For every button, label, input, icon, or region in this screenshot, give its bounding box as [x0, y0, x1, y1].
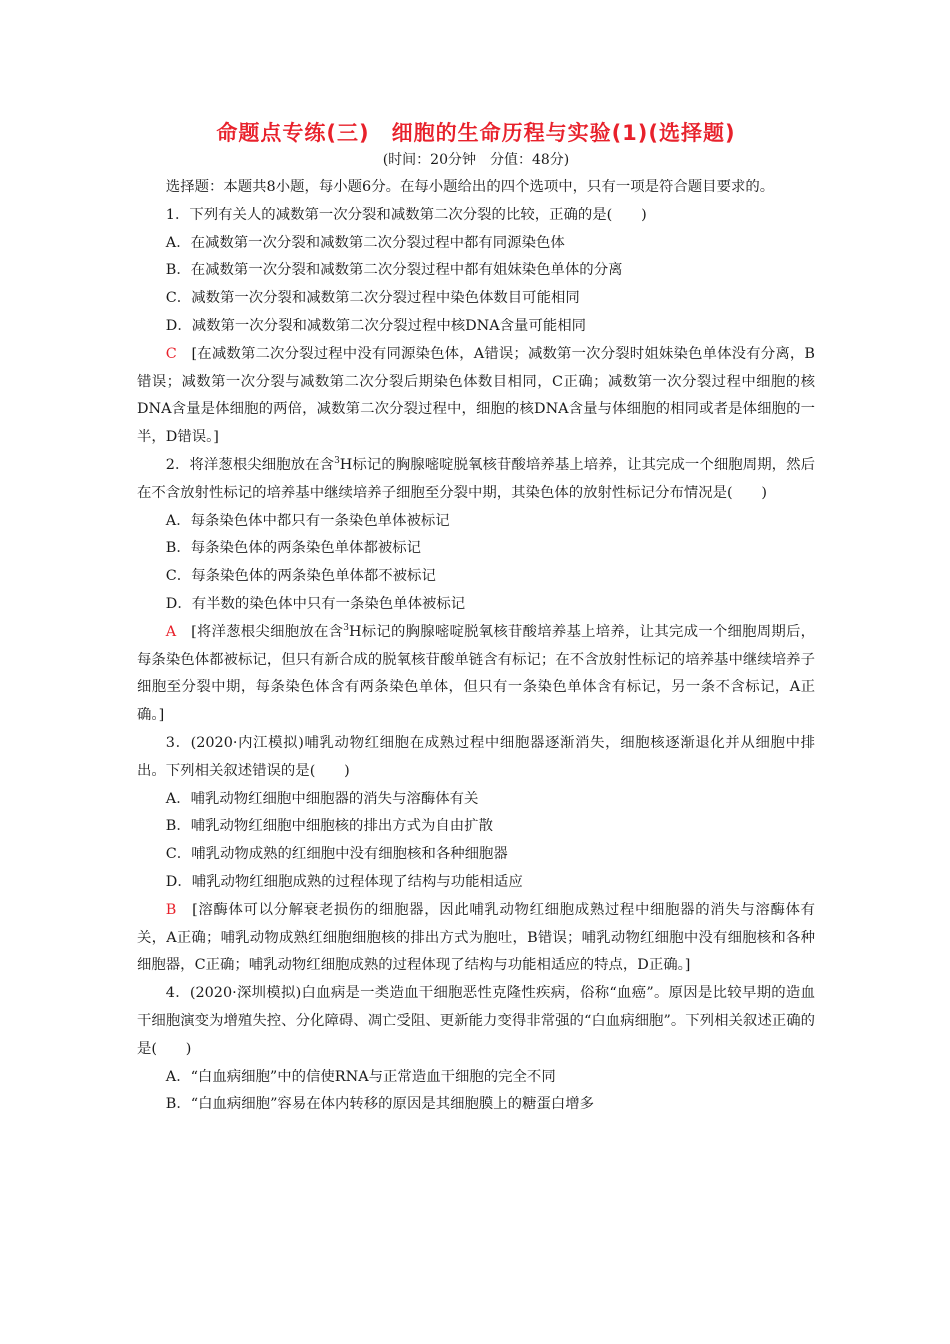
instruction-text: 选择题：本题共8小题，每小题6分。在每小题给出的四个选项中，只有一项是符合题目要求的。 [165, 179, 775, 195]
question-2-stem [137, 452, 815, 508]
question-3-answer: B [165, 901, 177, 918]
question-2-explanation-part-b: H标记的胸腺嘧啶脱氧核苷酸培养基上培养，让其完成一个细胞周期后，每条染色体都被标记，但只有新合成的脱氧核苷酸单链含有标记；在不含放射性标记的培养基中继续培养子细胞至分裂中期，每条染色体含有两条染色单体，但只有一条染色单体含有标记，另一条不含标记，A正确。] [137, 623, 815, 724]
page-subtitle: (时间：20分钟 分值：48分) [382, 152, 570, 168]
page-title: 命题点专练(三) 细胞的生命历程与实验(1)(选择题) [216, 121, 736, 145]
question-1-option-b: B．在减数第一次分裂和减数第二次分裂过程中都有姐妹染色单体的分离 [165, 262, 623, 279]
question-4-option-b: B．“白血病细胞”容易在体内转移的原因是其细胞膜上的糖蛋白增多 [165, 1096, 595, 1113]
question-1-stem: 1．下列有关人的减数第一次分裂和减数第二次分裂的比较，正确的是( ) [165, 206, 647, 223]
document-page [137, 118, 815, 1119]
question-3-option-c: C．哺乳动物成熟的红细胞中没有细胞核和各种细胞器 [165, 846, 508, 863]
question-2-option-d: D．有半数的染色体中只有一条染色单体被标记 [165, 595, 466, 612]
question-1-answer: C [165, 345, 177, 362]
question-3-option-a: A．哺乳动物红细胞中细胞器的消失与溶酶体有关 [165, 790, 479, 807]
question-1-option-a: A．在减数第一次分裂和减数第二次分裂过程中都有同源染色体 [165, 234, 565, 251]
question-1-explanation [137, 341, 815, 452]
question-1-explanation-text: [在减数第二次分裂过程中没有同源染色体，A错误；减数第一次分裂时姐妹染色单体没有分离，B错误；减数第一次分裂与减数第二次分裂后期染色体数目相同，C正确；减数第一次分裂过程中细胞的核DNA含量是体细胞的两倍，减数第二次分裂过程中，细胞的核DNA含量与体细胞的相同或者是体细胞的一半，D错误。] [137, 345, 815, 446]
question-3-explanation-text: [溶酶体可以分解衰老损伤的细胞器，因此哺乳动物红细胞成熟过程中细胞器的消失与溶酶体有关，A正确；哺乳动物成熟红细胞细胞核的排出方式为胞吐，B错误；哺乳动物红细胞中没有细胞核和各种细胞器，C正确；哺乳动物红细胞成熟的过程体现了结构与功能相适应的特点，D正确。] [137, 901, 815, 974]
question-2-explanation-part-a: [将洋葱根尖细胞放在含 [176, 623, 344, 640]
question-1-option-c: C．减数第一次分裂和减数第二次分裂过程中染色体数目可能相同 [165, 290, 580, 307]
question-1-option-d: D．减数第一次分裂和减数第二次分裂过程中核DNA含量可能相同 [165, 317, 587, 334]
isotope-superscript: 3 [343, 622, 349, 633]
question-3-explanation [137, 897, 815, 980]
question-2-option-a: A．每条染色体中都只有一条染色单体被标记 [165, 512, 450, 529]
question-4-stem: 4．(2020·深圳模拟)白血病是一类造血干细胞恶性克隆性疾病，俗称“血癌”。原因是比较早期的造血干细胞演变为增殖失控、分化障碍、凋亡受阻、更新能力变得非常强的“白血病细胞”。下列相关叙述正确的是( ) [137, 985, 815, 1057]
question-3-stem: 3．(2020·内江模拟)哺乳动物红细胞在成熟过程中细胞器逐渐消失，细胞核逐渐退化并从细胞中排出。下列相关叙述错误的是( ) [137, 734, 815, 779]
question-2-stem-part-a: 2．将洋葱根尖细胞放在含 [165, 456, 335, 473]
question-2-answer: A [165, 623, 177, 640]
question-2-stem-part-b: H标记的胸腺嘧啶脱氧核苷酸培养基上培养，让其完成一个细胞周期，然后在不含放射性标记的培养基中继续培养子细胞至分裂中期，其染色体的放射性标记分布情况是( ) [137, 456, 815, 501]
question-4-option-a: A．“白血病细胞”中的信使RNA与正常造血干细胞的完全不同 [165, 1068, 556, 1085]
question-2-explanation [137, 619, 815, 730]
question-3-option-b: B．哺乳动物红细胞中细胞核的排出方式为自由扩散 [165, 818, 493, 835]
question-3-option-d: D．哺乳动物红细胞成熟的过程体现了结构与功能相适应 [165, 873, 523, 890]
question-2-option-b: B．每条染色体的两条染色单体都被标记 [165, 540, 422, 557]
question-2-option-c: C．每条染色体的两条染色单体都不被标记 [165, 568, 436, 585]
isotope-superscript: 3 [334, 456, 340, 467]
